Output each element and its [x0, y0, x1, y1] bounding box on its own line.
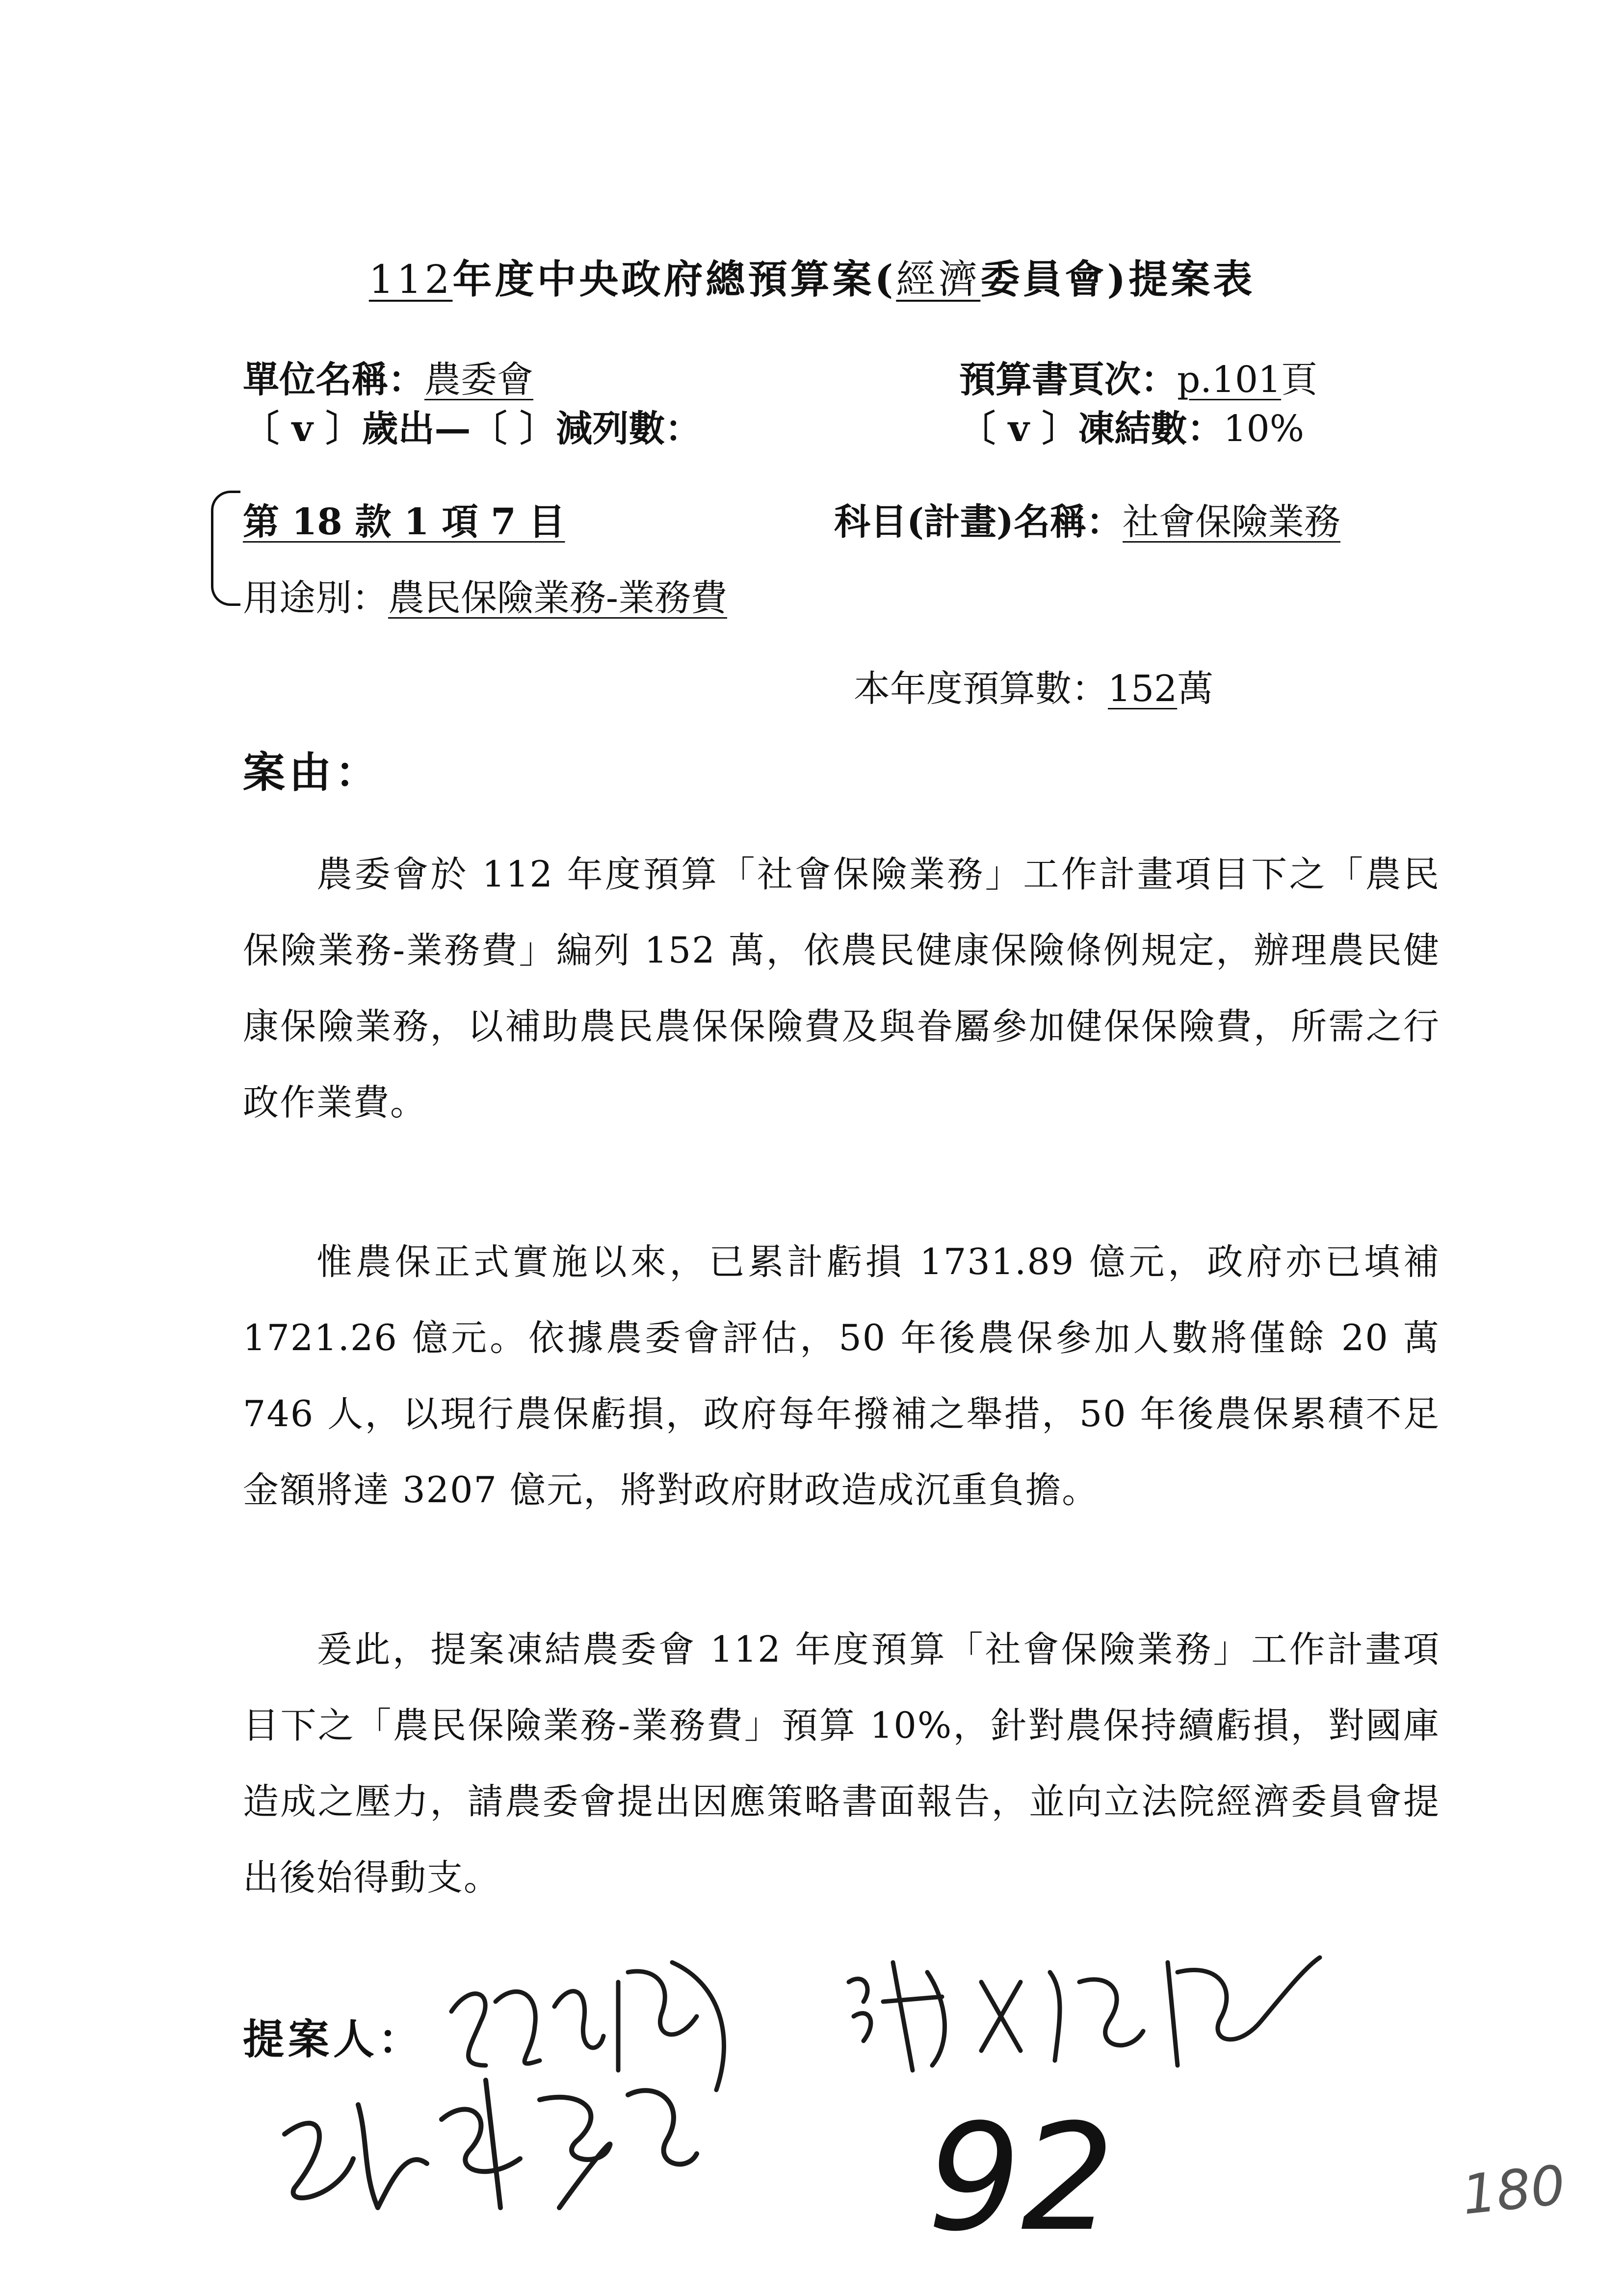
usage-label: 用途別：: [243, 577, 388, 619]
expense-check: 〔 v 〕歲出—〔 〕減列數：: [243, 408, 702, 450]
handwritten-number: 92: [927, 2092, 1115, 2264]
subject-label: 科目(計畫)名稱：: [834, 501, 1123, 543]
title-year: 112: [368, 257, 453, 302]
page-suffix: 頁: [1281, 359, 1318, 401]
title-committee: 經濟: [896, 257, 981, 302]
usage-value: 農民保險業務-業務費: [388, 577, 728, 619]
freeze-check: 〔 v 〕凍結數：: [959, 408, 1224, 450]
reason-heading: 案由：: [243, 748, 381, 797]
paragraph-3: 爰此，提案凍結農委會 112 年度預算「社會保險業務」工作計畫項目下之「農民保險業務-業務費」預算 10%，針對農保持續虧損，對國庫造成之壓力，請農委會提出因應策略書面報告，並向立法院經濟委員會提出後始得動支。: [243, 1629, 1440, 1899]
usage-row: [243, 569, 727, 621]
freeze-row: [959, 400, 1304, 452]
budget-label: 本年度預算數：: [854, 668, 1108, 710]
budget-value: 152: [1108, 668, 1178, 710]
budget-unit: 萬: [1177, 668, 1214, 710]
budget-page-row: [959, 351, 1317, 403]
item-bracket: [211, 491, 240, 606]
proposer-label: 提案人：: [243, 2015, 424, 2063]
title-part1: 年度中央政府總預算案(: [452, 256, 896, 302]
item-code-row: [243, 493, 565, 545]
subject-value: 社會保險業務: [1123, 501, 1341, 543]
subject-row: [834, 493, 1340, 545]
title-part2: 委員會)提案表: [980, 256, 1256, 302]
signature-2: [265, 2061, 707, 2222]
handwritten-page-mark: 180: [1459, 2153, 1569, 2227]
signature-3: [834, 1943, 1325, 2080]
unit-label: 單位名稱：: [243, 359, 424, 401]
unit-value: 農委會: [424, 359, 533, 401]
unit-name-row: [243, 351, 533, 403]
page-label: 預算書頁次：: [959, 359, 1177, 401]
budget-amount-row: [854, 660, 1213, 712]
paragraph-1: 農委會於 112 年度預算「社會保險業務」工作計畫項目下之「農民保險業務-業務費」編列 152 萬，依農民健康保險條例規定，辦理農民健康保險業務，以補助農民農保保險費及與眷屬參加健保保險費，所需之行政作業費。: [243, 854, 1440, 1123]
page-value: p.101: [1177, 359, 1282, 401]
item-code: 第 18 款 1 項 7 目: [243, 501, 565, 543]
expense-checkbox-row: [243, 400, 701, 452]
paragraph-2: 惟農保正式實施以來，已累計虧損 1731.89 億元，政府亦已填補 1721.26 億元。依據農委會評估，50 年後農保參加人數將僅餘 20 萬 746 人，以現行農保虧損，政府每年撥補之舉措，50 年後農保累積不足金額將達 3207 億元，將對政府財政造成沉重負擔。: [243, 1241, 1440, 1511]
document-title: [0, 248, 1624, 304]
freeze-value: 10%: [1223, 408, 1305, 450]
